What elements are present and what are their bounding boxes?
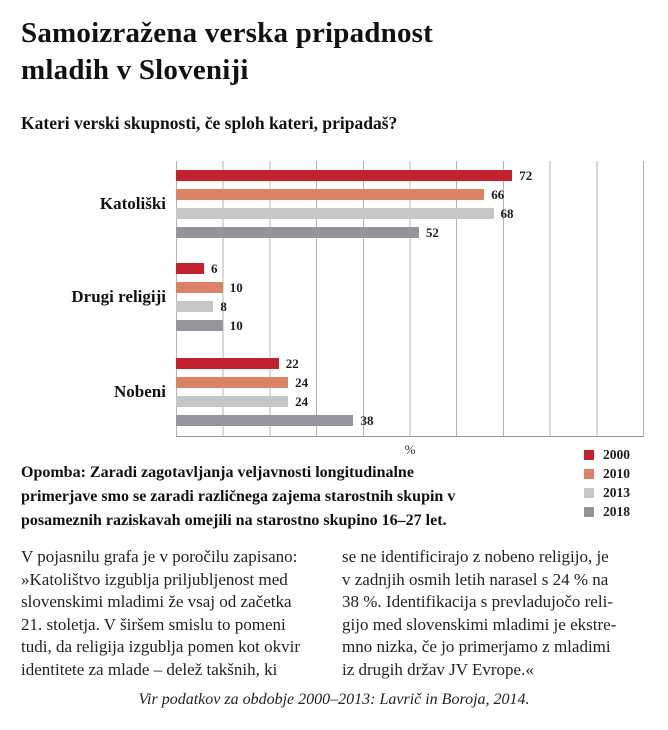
body-line: gijo med slovenskimi mladimi je ekstre- [342, 614, 617, 634]
bar-value-label: 8 [220, 299, 227, 314]
body-column-left [21, 546, 326, 682]
body-line: »Katolištvo izgublja priljubljenost med [21, 569, 288, 589]
body-text [21, 546, 647, 682]
legend-item-2013 [584, 486, 630, 499]
bar-row [176, 208, 643, 219]
page-title [21, 0, 668, 89]
legend-item-2010 [584, 467, 630, 480]
chart-question: Kateri verski skupnosti, če sploh kateri, pripadaš? [21, 113, 398, 133]
body-line: tudi, da religija izgublja pomen kot okvir [21, 637, 301, 657]
bar-row [176, 358, 643, 369]
bar-value-label: 72 [519, 168, 533, 183]
legend-swatch-icon [584, 507, 594, 517]
bar-value-label: 24 [295, 394, 309, 409]
bar-2000 [176, 358, 279, 369]
bar-value-label: 52 [425, 225, 439, 240]
bar-group [176, 263, 643, 339]
bar-row [176, 282, 643, 293]
bar-row [176, 170, 643, 181]
bar-group [176, 170, 643, 246]
bar-row [176, 301, 643, 312]
bar-2013 [176, 208, 494, 219]
bar-value-label: 66 [491, 187, 505, 202]
bar-value-label: 38 [360, 413, 374, 428]
bar-value-label: 24 [295, 375, 309, 390]
chart-legend [584, 448, 630, 524]
bar-value-label: 6 [211, 261, 218, 276]
legend-label: 2013 [603, 485, 630, 500]
bar-2018 [176, 320, 223, 331]
bar-row [176, 320, 643, 331]
body-line: V pojasnilu grafa je v poročilu zapisano: [21, 547, 298, 566]
x-axis-label: % [404, 442, 416, 457]
body-line: iz drugih držav JV Evrope.« [342, 659, 534, 679]
bar-2018 [176, 415, 353, 426]
bar-row [176, 189, 643, 200]
body-line: v zadnjih osmih letih narasel s 24 % na [342, 569, 609, 589]
legend-swatch-icon [584, 450, 594, 460]
legend-item-2000 [584, 448, 630, 461]
bar-value-label: 22 [285, 356, 299, 371]
category-label: Nobeni [114, 382, 166, 401]
legend-label: 2018 [603, 504, 630, 519]
bar-row [176, 396, 643, 407]
bar-2010 [176, 282, 223, 293]
bar-2010 [176, 189, 484, 200]
bar-row [176, 227, 643, 238]
bar-2010 [176, 377, 288, 388]
page-title-line2: mladih v Sloveniji [21, 54, 249, 86]
page-title-line1: Samoizražena verska pripadnost [21, 17, 433, 49]
bar-group [176, 358, 643, 434]
source-citation: Vir podatkov za obdobje 2000–2013: Lavrič in Boroja, 2014. [138, 690, 530, 708]
bar-2013 [176, 301, 213, 312]
body-line: 38 %. Identifikacija s prevladujočo reli- [342, 592, 613, 612]
bar-value-label: 10 [229, 318, 243, 333]
body-line: identitete za mlade – delež takšnih, ki [21, 659, 278, 679]
legend-swatch-icon [584, 488, 594, 498]
body-column-right [342, 546, 647, 682]
bar-2013 [176, 396, 288, 407]
bar-2018 [176, 227, 419, 238]
chart-note: Opomba: Zaradi zagotavljanja veljavnosti longitudinalne primerjave smo se zaradi različnega zajema starostnih skupin v posameznih raziskavah omejili na starostno skupino 16–27 let. [21, 464, 456, 529]
bar-value-label: 68 [500, 206, 514, 221]
chart-plot-area [176, 161, 644, 437]
bar-row [176, 415, 643, 426]
bar-value-label: 10 [229, 280, 243, 295]
body-line: slovenskimi mladimi že vsaj od začetka [21, 592, 292, 612]
legend-swatch-icon [584, 469, 594, 479]
bar-2000 [176, 170, 512, 181]
bar-row [176, 263, 643, 274]
legend-item-2018 [584, 505, 630, 518]
legend-label: 2010 [603, 466, 630, 481]
body-line: 21. stoletja. V širšem smislu to pomeni [21, 614, 286, 634]
legend-label: 2000 [603, 447, 630, 462]
body-line: mno nizka, če jo primerjamo z mladimi [342, 637, 611, 657]
body-line: se ne identificirajo z nobeno religijo, je [342, 547, 609, 566]
category-label: Drugi religiji [71, 287, 166, 306]
category-label: Katoliški [99, 194, 166, 213]
bar-row [176, 377, 643, 388]
bar-2000 [176, 263, 204, 274]
